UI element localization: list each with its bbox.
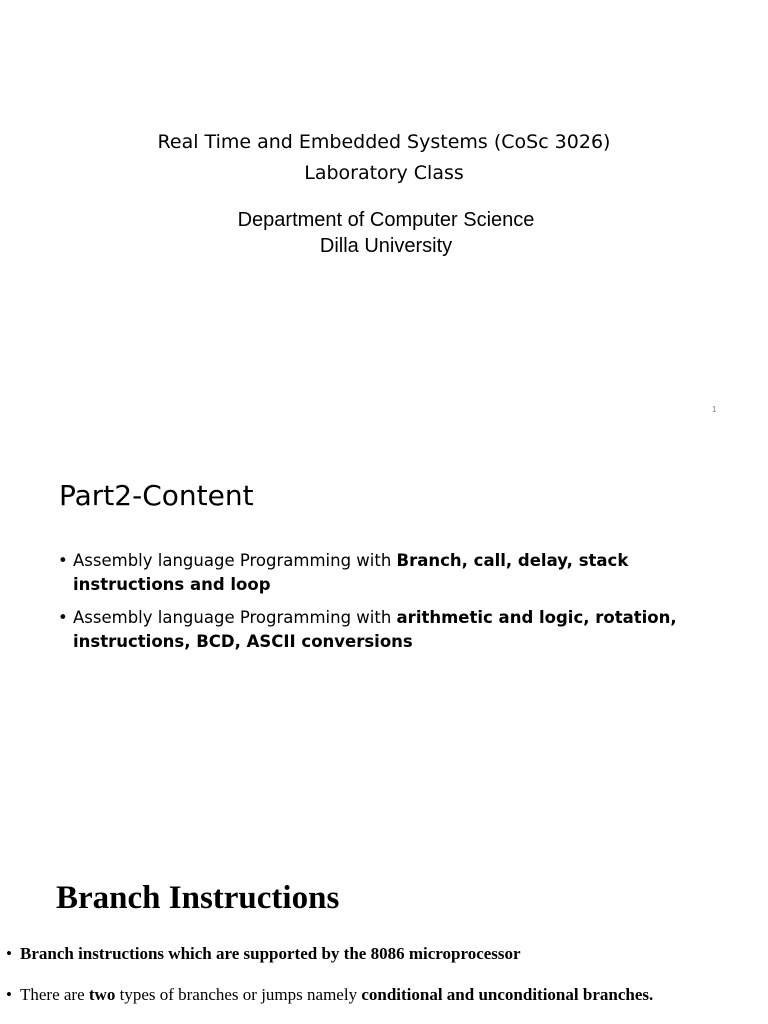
bullet-marker: • [6,944,12,963]
slide-heading: Branch Instructions [56,880,340,916]
list-item [6,942,766,966]
bullet-bold-text: Branch instructions which are supported by the 8086 microprocessor [20,944,521,963]
bullet-text: types of branches or jumps namely [115,985,362,1004]
page-number: 1 [712,405,717,414]
bullet-bold-text: conditional and unconditional branches. [361,985,654,1004]
list-item [6,983,766,1007]
bullet-text: Assembly language Programming with [73,551,397,570]
course-title: Real Time and Embedded Systems (CoSc 3026) [157,131,611,153]
bullet-marker: • [58,551,68,570]
department-name: Department of Computer Science [237,209,535,231]
title-slide [0,0,768,430]
bullet-marker: • [58,608,68,627]
bullet-bold-text: arithmetic and logic, rotation, instructions, BCD, ASCII conversions [73,608,677,651]
bullet-bold-text: two [88,985,116,1004]
course-subtitle: Laboratory Class [304,162,464,184]
bullet-text: Assembly language Programming with [73,608,397,627]
bullet-bold-text: Branch, call, delay, stack instructions and loop [73,551,629,594]
bullet-marker: • [6,985,12,1004]
university-name: Dilla University [319,235,453,257]
list-item [58,606,738,654]
slide-heading: Part2-Content [59,479,254,512]
bullet-text: There are [20,985,89,1004]
list-item [58,549,738,597]
